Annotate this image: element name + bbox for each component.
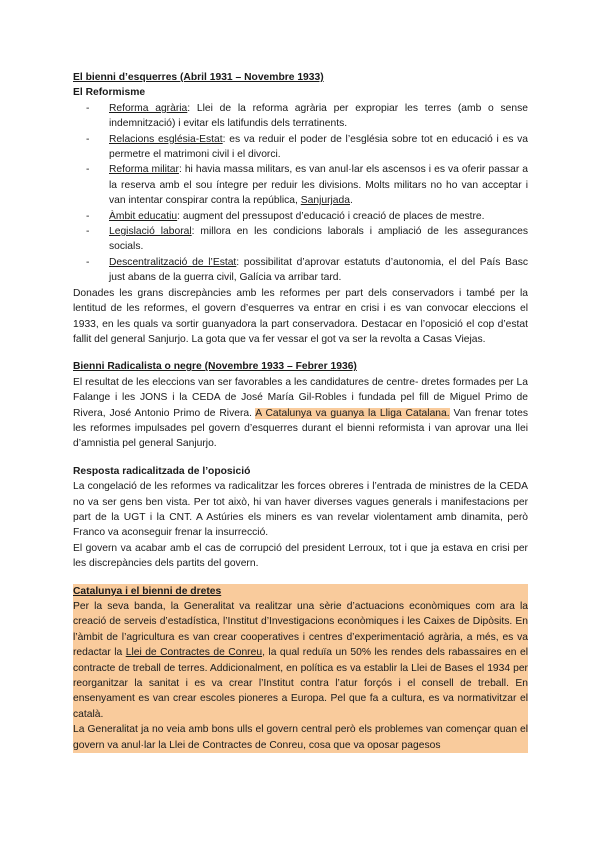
paragraph-vagues: La congelació de les reformes va radicalitzar les forces obreres i l’entrada de ministres de la CEDA no va ser gens ben vista. Per tot això, hi van haver diverses vagues generals i manifestacions per part de la UGT i la CNT. A Astúries els miners es van revelar violentament amb dinamita, però Franco va aconseguir frenar la insurrecció.: [73, 481, 528, 539]
item-text: : augment del pressupost d’educació i creació de places de mestre.: [177, 210, 485, 222]
item-text: : Llei de la reforma agrària per expropiar les terres (amb o sense indemnització) i evitar els latifundis dels terratinents.: [109, 102, 528, 130]
term: Reforma agrària: [109, 102, 188, 114]
highlight-lliga: A Catalunya va guanya la Lliga Catalana.: [255, 407, 450, 419]
item-text: : es va reduir el poder de l’església sobre tot en educació i es va permetre el matrimoni civil i el divorci.: [109, 133, 529, 161]
text-before: Per la seva banda, la Generalitat va realitzar una sèrie d’actuacions econòmiques com ara la creació de serveis d’estadística, l’Institut d’Investigacions econòmiques i les Caixes de Dipòsits. En l’àmbit de l’agricultura es van crear cooperatives i centres d’experimentació agrària, a més, es va redactar la: [73, 601, 528, 659]
item-text: : hi havia massa militars, es van anul·lar els ascensos i es va oferir passar a la reserva amb el sou íntegre per reduir les divisions. Molts militars no ho van acceptar i van intentar conspirar contra la república,: [109, 164, 528, 207]
section-title-catalunya: Catalunya i el bienni de dretes: [73, 585, 222, 597]
spacer: [73, 572, 528, 584]
spacer: [73, 347, 528, 359]
term: Legislació laboral: [109, 226, 192, 238]
subtitle-reformisme: El Reformisme: [73, 87, 146, 99]
paragraph-crisi: Donades les grans discrepàncies amb les reformes per part dels conservadors i també per la lentitud de les reformes, el govern d’esquerres va entrar en crisi i es van convocar eleccions el 1933, en les quals va sortir guanyadora la part conservadora. Destacar en l’oposició el cop d’estat fallit del general Sanjurjo. La gota que va fer vessar el got va ser la revolta a Casas Viejas.: [73, 287, 528, 345]
paragraph-eleccions: [73, 375, 528, 452]
highlighted-section-catalunya: [73, 584, 528, 753]
llei-contractes-link[interactable]: Llei de Contractes de Conreu: [125, 647, 263, 659]
item-text: : possibilitat d’aprovar estatuts d’autonomia, el del País Basc just abans de la guerra civil, Galícia va arribar tard.: [109, 256, 528, 284]
list-item: [96, 162, 528, 208]
list-item: [96, 255, 528, 286]
list-item: [96, 209, 528, 224]
reform-list: [73, 101, 528, 286]
term: Reforma militar: [109, 164, 179, 176]
list-item: [96, 101, 528, 132]
spacer: [73, 452, 528, 464]
section-title-bienni-esquerres: El bienni d’esquerres (Abril 1931 – Novembre 1933): [73, 72, 324, 83]
list-item: [96, 132, 528, 163]
section-title-resposta: Resposta radicalitzada de l’oposició: [73, 465, 251, 477]
section-title-bienni-radicalista: Bienni Radicalista o negre (Novembre 1933 – Febrer 1936): [73, 361, 357, 373]
text-after: Van frenar totes les reformes impulsades pel govern d’esquerres durant el bienni reformista i van aprovar una llei d’amnistia pel general Sanjurjo.: [73, 407, 528, 450]
document-page: [73, 70, 528, 753]
text-after: , la qual reduïa un 50% les rendes dels rabassaires en el contracte de treball de terres. Addicionalment, en política es va establir la Llei de Bases el 1934 per reorganitzar la sanitat i es va crear l’Institut contra l’atur forçós i el consell de treball. En ensenyament es van crear escoles pioneres a Europa. Pel que fa a cultura, es va normativitzar el català.: [73, 647, 528, 720]
paragraph-lerroux: El govern va acabar amb el cas de corrupció del president Lerroux, tot i que ja estava en crisi per les discrepàncies dels partits del govern.: [73, 542, 528, 570]
text-before: El resultat de les eleccions van ser favorables a les candidatures de centre- dretes formades per La Falange i les JONS i la CEDA de José María Gil-Robles i fundada pel fill de Miguel Primo de Rivera, José Antonio Primo de Rivera.: [73, 376, 528, 419]
term: Àmbit educatiu: [109, 210, 178, 222]
list-item: [96, 224, 528, 255]
sanjurjada-link[interactable]: Sanjurjada: [300, 195, 350, 207]
term: Descentralització de l’Estat: [109, 256, 237, 268]
item-tail: .: [349, 195, 353, 207]
term: Relacions església-Estat: [109, 133, 223, 145]
paragraph-generalitat: [73, 599, 528, 722]
paragraph-conflicte: La Generalitat ja no veia amb bons ulls el govern central però els problemes van començar quan el govern va anul·lar la Llei de Contractes de Conreu, cosa que va oposar pagesos: [73, 724, 528, 751]
item-text: : millora en les condicions laborals i ampliació de les assegurances socials.: [109, 226, 528, 253]
